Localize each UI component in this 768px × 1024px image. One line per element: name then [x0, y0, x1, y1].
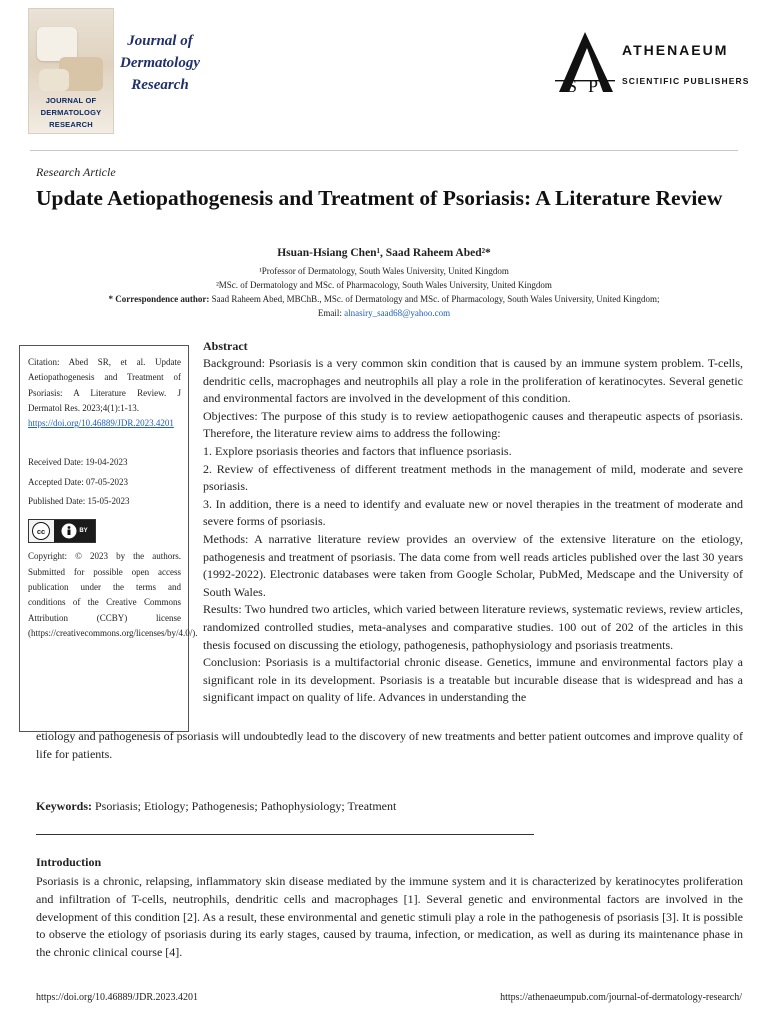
abstract-conclusion-continued: etiology and pathogenesis of psoriasis will undoubtedly lead to the discovery of new treatments and better patient outcomes and improve quality of life for patients. [36, 729, 743, 761]
abstract-objective-3: 3. In addition, there is a need to identify and evaluate new or novel therapies in the treatment of moderate and severe forms of psoriasis. [203, 496, 743, 529]
page-title: Update Aetiopathogenesis and Treatment of Psoriasis: A Literature Review [36, 186, 723, 210]
accepted-date: Accepted Date: 07-05-2023 [28, 476, 128, 487]
puzzle-piece-icon [37, 27, 77, 61]
header-divider [30, 150, 738, 151]
svg-text:P: P [588, 76, 599, 94]
journal-logo [28, 8, 114, 134]
email-line [0, 307, 768, 320]
attribution-person-icon [61, 523, 77, 539]
introduction-heading: Introduction [36, 855, 102, 869]
affiliation-1: ¹Professor of Dermatology, South Wales University, United Kingdom [259, 266, 509, 276]
abstract-conclusion: Conclusion: Psoriasis is a multifactorial chronic disease. Genetics, immune and environmental factors play a significant role in its development. Psoriasis is a treatable but incurable disease that is widespread and has a significant impact on quality of life. Advances in understanding the [203, 655, 743, 705]
received-date: Received Date: 19-04-2023 [28, 457, 128, 468]
email-label: Email: [317, 308, 345, 318]
by-icon [54, 520, 95, 542]
publisher-logo-icon [555, 30, 615, 94]
citation-box [19, 345, 198, 732]
correspondence-label: * Correspondence author: [108, 294, 210, 304]
affiliation-2: ²MSc. of Dermatology and MSc. of Pharmacology, South Wales University, United Kingdom [216, 280, 552, 290]
puzzle-piece-icon [39, 69, 69, 91]
abstract-objective-2: 2. Review of effectiveness of different treatment methods in the management of mild, moderate and severe psoriasis. [203, 461, 743, 494]
correspondence-text: Saad Raheem Abed, MBChB., MSc. of Dermatology and MSc. of Pharmacology, South Wales University, United Kingdom; [209, 294, 660, 304]
footer-doi-link[interactable]: https://doi.org/10.46889/JDR.2023.4201 [36, 992, 199, 1003]
abstract-methods: Methods: A narrative literature review provides an overview of the extensive literature on the etiology, pathogenesis and treatment of psoriasis. The data come from well reads articles published over the last 30 years (1992-2022). Electronic databases were taken from Google Scholar, PubMed, Medscape and the University of South Wales. [203, 531, 743, 599]
abstract-results: Results: Two hundred two articles, which varied between literature reviews, systematic reviews, review articles, randomized controlled studies, meta-analyses and comparative studies. 100 out of 202 of the articles in this thesis focused on discussing the etiology, pathogenesis, pathophysiology and psoriasis treatments. [203, 602, 743, 652]
journal-logo-text: JOURNAL OF DERMATOLOGY RESEARCH [40, 96, 102, 129]
journal-name: Journal of Dermatology Research [120, 33, 200, 93]
abstract-objectives: Objectives: The purpose of this study is to review aetiopathogenic causes and therapeutic aspects of psoriasis. Therefore, the literature review aims to address the following: [203, 408, 743, 441]
email-link[interactable]: alnasiry_saad68@yahoo.com [344, 308, 451, 318]
by-label: BY [79, 527, 88, 534]
abstract-heading: Abstract [203, 339, 248, 353]
publisher-subtitle: SCIENTIFIC PUBLISHERS [622, 76, 750, 86]
copyright-text: Copyright: © 2023 by the authors. Submitted for possible open access publication under the terms and conditions of the Creative Commons Attribution (CCBY) license (https://creativecommons.org/licenses/by/4.0/). [28, 551, 198, 638]
publisher-name: ATHENAEUM [622, 42, 729, 58]
footer-journal-url[interactable]: https://athenaeumpub.com/journal-of-dermatology-research/ [500, 992, 742, 1003]
authors: Hsuan-Hsiang Chen¹, Saad Raheem Abed²* [277, 247, 491, 259]
svg-text:S: S [567, 76, 578, 94]
correspondence [0, 293, 768, 306]
cc-icon: cc [32, 522, 50, 540]
section-divider [36, 834, 534, 835]
keywords [36, 799, 396, 814]
abstract-objective-1: 1. Explore psoriasis theories and factors that influence psoriasis. [203, 443, 512, 458]
article-type: Research Article [36, 165, 116, 179]
abstract-body [203, 355, 743, 707]
keywords-text: Psoriasis; Etiology; Pathogenesis; Pathophysiology; Treatment [92, 799, 397, 813]
cc-license-icon[interactable] [28, 519, 96, 543]
keywords-label: Keywords: [36, 799, 92, 813]
introduction-body: Psoriasis is a chronic, relapsing, inflammatory skin disease mediated by the immune system and it is characterized by keratinocytes proliferation and infiltration of T-cells, neutrophils, dendritic cells and macrophages [1]. Several genetic and environmental factors are involved in the development of this condition [2]. As a result, these environmental and genetic stimuli play a role in the pathogenesis of psoriasis [3]. It is possible to observe the etiology of psoriasis during its early stages, caused by trauma, infection, or medication, as well as during its maintenance phase in the chronic clinical course [4]. [36, 874, 743, 960]
published-date: Published Date: 15-05-2023 [28, 496, 130, 507]
citation-text: Citation: Abed SR, et al. Update Aetiopathogenesis and Treatment of Psoriasis: A Literature Review. J Dermatol Res. 2023;4(1):1-13. [28, 357, 181, 413]
abstract-background: Background: Psoriasis is a very common skin condition that is caused by an immune system problem. T-cells, dendritic cells, macrophages and neutrophils all play a role in the proliferation of keratinocytes. Several genetic and environmental factors are involved in the development of this condition. [203, 356, 743, 406]
doi-link[interactable]: https://doi.org/10.46889/JDR.2023.4201 [28, 418, 174, 429]
